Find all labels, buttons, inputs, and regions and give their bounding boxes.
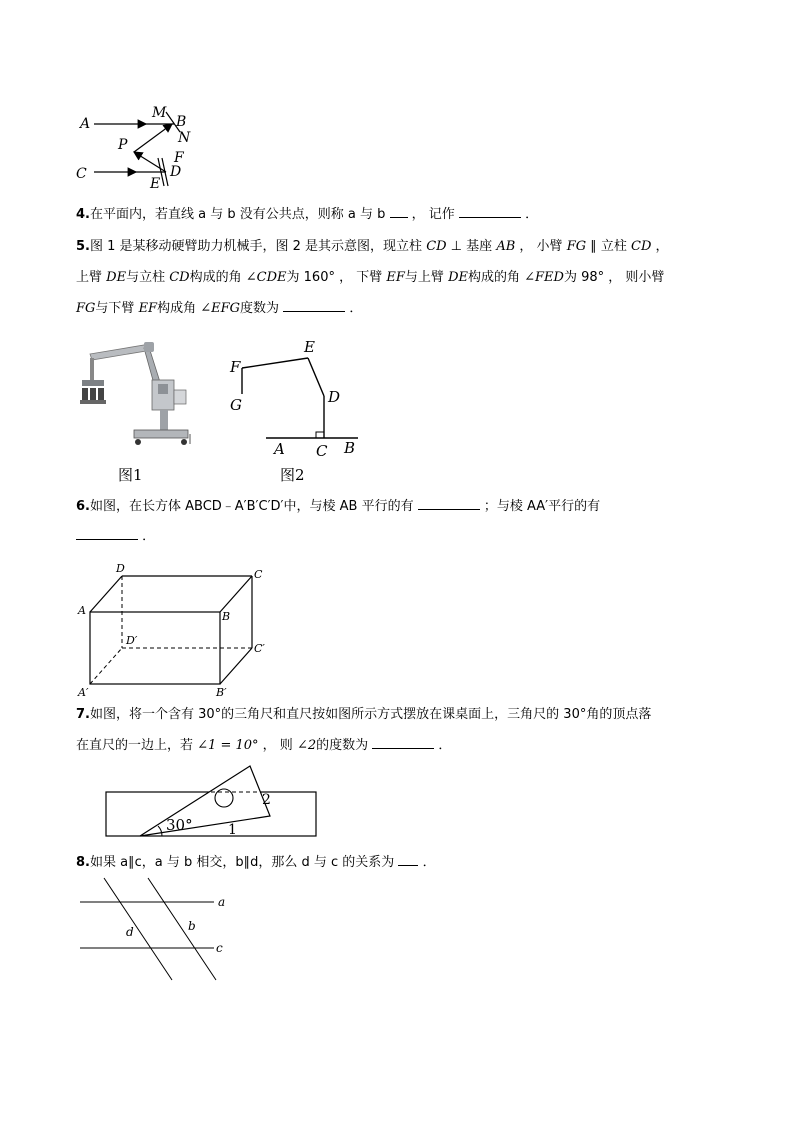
question-number: 6. — [76, 499, 90, 514]
fig2-label-d: D — [328, 388, 341, 406]
math-cd: CD — [631, 239, 652, 254]
figure-1-caption: 图1 — [118, 466, 143, 484]
math-cd: CD — [426, 239, 447, 254]
question-end: ． — [142, 529, 156, 544]
question-text: 如图，在长方体 ABCD﹣A′B′C′D′中，与棱 AB 平行的有 — [89, 499, 414, 514]
question-text: 的度数为 — [316, 738, 369, 753]
cuboid-label-a-prime: A′ — [78, 686, 89, 699]
figure-2-caption: 图2 — [280, 466, 305, 484]
question-text: 与上臂 — [404, 270, 444, 285]
question-6-line-2 — [76, 522, 155, 552]
math-fg: FG — [76, 301, 96, 316]
question-text: 构成的角 — [467, 270, 520, 285]
arm-schematic — [226, 336, 362, 460]
question-end: ． — [349, 301, 363, 316]
line-label-a: a — [218, 895, 226, 909]
question-end: ． — [438, 738, 452, 753]
answer-blank-1[interactable] — [390, 203, 408, 218]
line-label-b: b — [188, 919, 196, 933]
question-text: 在平面内，若直线 a 与 b 没有公共点，则称 a 与 b — [89, 207, 386, 222]
question-text: ， 小臂 — [519, 239, 563, 254]
math-angle-efg: ∠EFG — [200, 301, 241, 316]
cuboid-label-a: A — [78, 604, 86, 617]
answer-blank-2[interactable] — [76, 525, 138, 540]
angle-1-label: 1 — [228, 822, 237, 838]
question-text: 上臂 — [76, 270, 103, 285]
question-text-mid: ；与棱 AA′平行的有 — [483, 499, 601, 514]
angle-2-label: 2 — [262, 792, 271, 808]
cuboid-figure — [74, 560, 274, 700]
answer-blank[interactable] — [398, 851, 418, 866]
question-text: ∥ 立柱 — [590, 239, 627, 254]
question-end: ． — [525, 207, 539, 222]
cuboid-label-c-prime: C′ — [254, 642, 265, 655]
answer-blank[interactable] — [372, 734, 434, 749]
question-text: 为 98° ， 则小臂 — [563, 270, 665, 285]
question-end: ． — [422, 855, 436, 870]
fig1-label-c: C — [76, 166, 87, 182]
question-text: ， 则 — [262, 738, 293, 753]
ruler-triangle-figure — [100, 760, 322, 842]
question-4 — [76, 200, 538, 230]
question-text: 图 1 是某移动硬臂助力机械手，图 2 是其示意图，现立柱 — [89, 239, 423, 254]
question-5-line-2 — [76, 263, 664, 293]
question-number: 5. — [76, 239, 90, 254]
answer-blank-2[interactable] — [459, 203, 521, 218]
question-text: ⊥ 基座 — [450, 239, 493, 254]
cuboid-label-c: C — [254, 568, 263, 581]
math-ef: EF — [386, 270, 405, 285]
fig1-label-n: N — [178, 130, 191, 146]
fig1-label-e: E — [150, 176, 161, 192]
question-text: ， — [655, 239, 669, 254]
math-de: DE — [448, 270, 468, 285]
question-6-line-1 — [76, 492, 600, 522]
math-angle-2: ∠2 — [296, 738, 317, 753]
question-text: 为 160° ， 下臂 — [286, 270, 383, 285]
fig1-label-a: A — [80, 116, 91, 132]
parallel-lines-figure — [76, 872, 236, 984]
question-text: 如果 a∥c，a 与 b 相交，b∥d，那么 d 与 c 的关系为 — [89, 855, 395, 870]
cuboid-label-d-prime: D′ — [126, 634, 138, 647]
fig2-label-f: F — [230, 358, 241, 376]
fig2-label-c: C — [316, 442, 328, 460]
question-number: 4. — [76, 207, 90, 222]
math-angle-fed: ∠FED — [524, 270, 564, 285]
math-ab: AB — [496, 239, 516, 254]
math-angle-cde: ∠CDE — [245, 270, 287, 285]
cuboid-label-b-prime: B′ — [216, 686, 227, 699]
fig2-label-a: A — [274, 440, 285, 458]
question-5-line-3 — [76, 294, 362, 324]
cuboid-label-d: D — [116, 562, 125, 575]
fig1-label-p: P — [118, 137, 128, 153]
fig2-label-e: E — [304, 338, 315, 356]
question-text: 与下臂 — [95, 301, 135, 316]
fig1-label-d: D — [170, 164, 182, 180]
math-fg: FG — [566, 239, 587, 254]
reflection-figure — [74, 100, 204, 192]
question-text: 如图，将一个含有 30°的三角尺和直尺按如图所示方式摆放在课桌面上，三角尺的 30°角的顶点落 — [89, 707, 652, 722]
question-5-line-1 — [76, 232, 669, 262]
question-text-mid: ， 记作 — [411, 207, 455, 222]
answer-blank-1[interactable] — [418, 495, 480, 510]
question-text: 度数为 — [240, 301, 280, 316]
question-number: 7. — [76, 707, 90, 722]
answer-blank[interactable] — [283, 297, 345, 312]
question-7-line-1 — [76, 700, 651, 730]
question-text: 构成角 — [157, 301, 197, 316]
math-angle-1: ∠1 = 10° — [197, 738, 259, 753]
cuboid-label-b: B — [222, 610, 231, 623]
fig2-label-b: B — [344, 439, 356, 457]
fig1-label-f: F — [174, 150, 184, 166]
fig2-label-g: G — [230, 396, 242, 414]
angle-30-label: 30° — [166, 816, 193, 834]
fig1-label-m: M — [152, 105, 167, 121]
question-text: 在直尺的一边上，若 — [76, 738, 194, 753]
question-7-line-2 — [76, 731, 451, 761]
math-de: DE — [106, 270, 127, 285]
math-cd: CD — [169, 270, 190, 285]
robot-arm-image — [78, 336, 196, 452]
line-label-d: d — [126, 925, 134, 939]
math-ef: EF — [138, 301, 158, 316]
question-number: 8. — [76, 855, 90, 870]
line-label-c: c — [216, 941, 223, 955]
question-text: 与立柱 — [126, 270, 166, 285]
fig1-label-b: B — [176, 114, 187, 130]
question-text: 构成的角 — [189, 270, 242, 285]
